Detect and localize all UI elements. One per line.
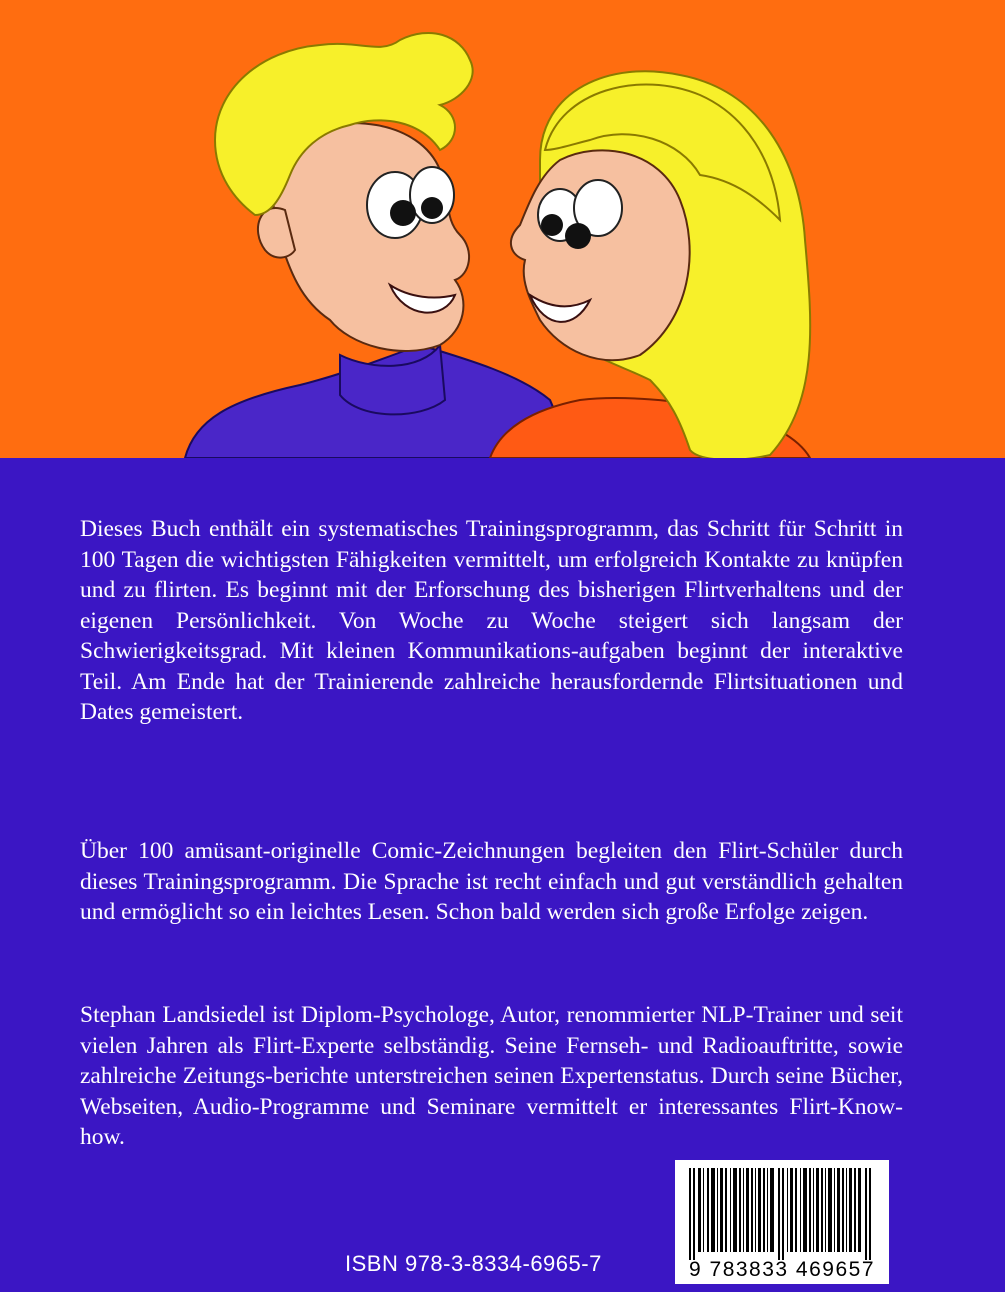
- illustrations-paragraph: Über 100 amüsant-originelle Comic-Zeichnungen begleiten den Flirt-Schüler durch dieses Trainingsprogramm. Die Sprache ist recht einfach und gut verständlich gehalten und ermöglicht so ein leichtes Lesen. Schon bald werden sich große Erfolge zeigen.: [80, 838, 903, 925]
- comic-couple-illustration: [0, 0, 1005, 458]
- barcode-digits: 9 783833 469657: [689, 1258, 875, 1281]
- barcode-icon: [675, 1160, 889, 1260]
- isbn-label: ISBN 978-3-8334-6965-7: [345, 1251, 602, 1276]
- author-bio-paragraph: Stephan Landsiedel ist Diplom-Psychologe, Autor, renommierter NLP-Trainer und seit vielen Jahren als Flirt-Experte selbständig. Seine Fernseh- und Radioauftritte, sowie zahlreiche Zeitungs-berichte unterstreichen seinen Expertenstatus. Durch seine Bücher, Webseiten, Audio-Programme und Seminare vermittelt er interessantes Flirt-Know-how.: [80, 1002, 903, 1150]
- cover-illustration-area: [0, 0, 1005, 458]
- barcode: [675, 1160, 889, 1284]
- description-paragraph: Dieses Buch enthält ein systematisches Trainingsprogramm, das Schritt für Schritt in 100 Tagen die wichtigsten Fähigkeiten vermittelt, um erfolgreich Kontakte zu knüpfen und zu flirten. Es beginnt mit der Erforschung des bisherigen Flirtverhaltens und der eigenen Persönlichkeit. Von Woche zu Woche steigert sich langsam der Schwierigkeitsgrad. Mit kleinen Kommunikations-aufgaben beginnt der interaktive Teil. Am Ende hat der Trainierende zahlreiche herausfordernde Flirtsituationen und Dates gemeistert.: [80, 516, 903, 725]
